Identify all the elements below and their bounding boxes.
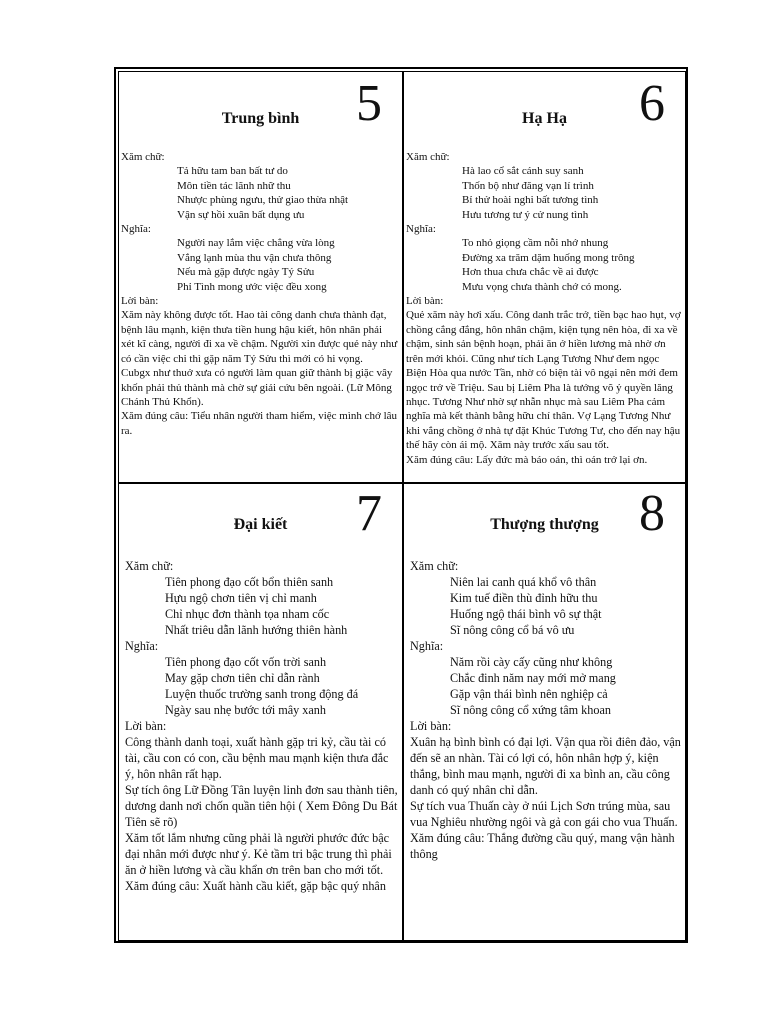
card-header — [119, 484, 402, 558]
comment-paragraph: Xăm đúng câu: Xuất hành cầu kiết, gặp bậc quý nhân — [125, 879, 386, 893]
comment-label: Lời bàn: — [121, 295, 159, 308]
card-6 — [403, 71, 686, 483]
poem-line: Thốn bộ như đăng vạn lí trình — [462, 179, 594, 192]
poem-line: Sĩ nông công cổ bá vô ưu — [450, 623, 575, 637]
card-7 — [118, 483, 403, 941]
card-header — [404, 484, 685, 558]
comment-paragraph: Sự tích vua Thuấn cày ở núi Lịch Sơn trúng mùa, sau vua Nghiêu nhường ngôi và gả con gái cho vua Thuấn. — [410, 799, 678, 829]
meaning-line: Mưu vọng chưa thành chớ có mong. — [462, 280, 622, 293]
comment-label: Lời bàn: — [406, 295, 444, 308]
card-body — [404, 558, 685, 862]
meaning-line: Nếu mà gặp được ngày Tý Sửu — [177, 266, 315, 279]
card-header — [119, 72, 402, 150]
meaning-line: Chắc đinh năm nay mới mở mang — [450, 671, 616, 685]
card-body — [119, 150, 402, 438]
poem-line: Hưu tương tư ý cử nung tình — [462, 208, 589, 221]
meaning-line: May gặp chơn tiên chỉ dẫn rành — [165, 671, 320, 685]
card-title: Trung bình — [221, 110, 300, 127]
meaning-line: Tiên phong đạo cốt vốn trời sanh — [165, 655, 327, 669]
comment-label: Lời bàn: — [125, 719, 167, 733]
meaning-line: Vắng lạnh mùa thu vận chưa thông — [177, 251, 332, 264]
card-5 — [118, 71, 403, 483]
meaning-line: Luyện thuốc trường sanh trong động đá — [165, 687, 359, 701]
meaning-line: Phỉ Tình mong ước việc đều xong — [177, 280, 327, 293]
meaning-label: Nghĩa: — [121, 223, 151, 236]
poem-line: Niên lai canh quá khổ vô thân — [450, 575, 597, 589]
poem-line: Tả hữu tam ban bất tư do — [177, 165, 288, 178]
comment-label: Lời bàn: — [410, 719, 452, 733]
poem-label: Xăm chữ: — [410, 559, 459, 573]
comment-paragraph: Xăm tốt lắm nhưng cũng phải là người phước đức bậc đại nhân mới được như ý. Kẻ tầm tri bậc trung thì phải ăn ở hiền lương và cầu khẩn ơn trên ban cho mới tốt. — [125, 831, 392, 877]
card-body — [119, 558, 402, 894]
poem-line: Huống ngộ thái bình vô sự thật — [450, 607, 602, 621]
card-title: Đại kiết — [233, 516, 288, 533]
poem-line: Vận sự hồi xuân bất dụng ưu — [177, 208, 305, 221]
meaning-line: Ngày sau nhẹ bước tới mây xanh — [165, 703, 326, 717]
comment-paragraph: Công thành danh toại, xuất hành gặp tri kỷ, cầu tài có tài, cầu con có con, cầu bệnh mau mạnh kiện thưa đắc ý, hôn nhân rất hạp. — [125, 735, 389, 781]
comment-paragraph: Xăm đúng câu: Lấy đức mà báo oán, thì oán trở lại ơn. — [406, 453, 648, 466]
comment-paragraph: Sự tích ông Lữ Đồng Tân luyện linh đơn sau thành tiên, dương danh nơi chốn quần tiên hội ( Xem Đông Du Bát Tiên sẽ rõ) — [125, 783, 398, 829]
card-title: Hạ Hạ — [522, 110, 567, 127]
fortune-sheet — [114, 67, 688, 943]
meaning-line: Hơn thua chưa chắc về ai được — [462, 266, 599, 279]
comment-paragraph: Xuân hạ bình bình có đại lợi. Vận qua rồi điên đảo, vận đến sẽ an nhàn. Tài có lợi có, hôn nhân hợp ý, kiện thắng, bình mau mạnh, người đi xa bình an, cầu công danh có quý nhân chỉ dẫn. — [410, 735, 681, 797]
card-number: 8 — [639, 485, 665, 542]
card-8 — [403, 483, 686, 941]
card-body — [404, 150, 685, 467]
meaning-line: Năm rồi cày cấy cũng như không — [450, 655, 613, 669]
comment-paragraph: Xăm này không được tốt. Hao tài công danh chưa thành đạt, bệnh lâu mạnh, kiện thưa tiền hung hậu kiết, hôn nhân phải xét kĩ càng, người đi xa về chậm. Người xin được quẻ này như có cần việc chi thì gặp năm Tý Sửu thì mới có hi vọng. — [121, 309, 398, 365]
poem-line: Nhược phùng ngưu, thử giao thừa nhật — [177, 194, 349, 207]
card-number: 5 — [356, 75, 382, 132]
card-title: Thượng thượng — [490, 516, 599, 533]
meaning-line: Đường xa trăm dặm huống mong trông — [462, 251, 635, 264]
poem-line: Môn tiền tác lãnh nhữ thu — [177, 179, 291, 192]
poem-line: Chỉ nhục đơn thành tọa nham cốc — [165, 607, 330, 621]
poem-label: Xăm chữ: — [406, 151, 450, 163]
poem-line: Kim tuế điền thù đỉnh hữu thu — [450, 591, 598, 605]
meaning-line: Sĩ nông công cổ xứng tâm khoan — [450, 703, 611, 717]
poem-line: Bỉ thử hoài nghi bất tương tình — [462, 194, 599, 207]
comment-paragraph: Cubgx như thuở xưa có người làm quan giữ thành bị giặc vây khốn phải thủ thành mà chờ sự giải cứu bên ngoài. (Lữ Mông Chánh Thủ Khổn). — [121, 367, 393, 408]
poem-label: Xăm chữ: — [121, 151, 165, 163]
poem-label: Xăm chữ: — [125, 559, 174, 573]
comment-paragraph: Quẻ xăm này hơi xấu. Công danh trắc trở, tiền bạc hao hụt, vợ chồng cắng đắng, hôn nhân chậm, kiện tụng nên hòa, đi xa về chậm, sinh sản bệnh hoạn, phải ăn ở hiền lương mà nhờ ơn trên mới khỏi. Cũng như tích Lạng Tương Như đem ngọc Biện Hòa qua nước Tần, nhờ có biện tài vô ngại nên mới đem ngọc trở về Triệu. Sau bị Liêm Pha là tướng võ ỷ quyền lăng nhục. Tương Như nhờ sự nhẫn nhục mà sau Liêm Pha cảm nghĩa mà kết thành bằng hữu chí thân. Vợ Lạng Tương Như khi vắng chồng ở nhà tự đặt Khúc Tương Tư, cho đến nay hậu thế hãy còn ái mộ. Xăm này trước xấu sau tốt. — [406, 309, 681, 452]
card-header — [404, 72, 685, 150]
meaning-label: Nghĩa: — [125, 639, 159, 653]
poem-line: Tiên phong đạo cốt bổn thiên sanh — [165, 575, 334, 589]
meaning-label: Nghĩa: — [406, 223, 436, 236]
poem-line: Hà lao cổ sắt cánh suy sanh — [462, 165, 584, 178]
meaning-line: To nhỏ giọng cầm nỗi nhớ nhung — [462, 237, 609, 250]
meaning-line: Người nay lắm việc chẳng vừa lòng — [177, 237, 335, 250]
comment-paragraph: Xăm đúng câu: Tiểu nhân người tham hiểm, việc mình chớ lâu ra. — [121, 410, 398, 437]
poem-line: Nhất triêu dẫn lãnh hướng thiên hành — [165, 623, 348, 637]
card-number: 6 — [639, 75, 665, 132]
meaning-line: Gặp vận thái bình nên nghiệp cả — [450, 687, 608, 701]
comment-paragraph: Xăm đúng câu: Thắng đường cầu quý, mang vận hành thông — [410, 831, 675, 861]
card-number: 7 — [356, 485, 382, 542]
meaning-label: Nghĩa: — [410, 639, 444, 653]
poem-line: Hựu ngộ chơn tiên vị chỉ manh — [165, 591, 317, 605]
